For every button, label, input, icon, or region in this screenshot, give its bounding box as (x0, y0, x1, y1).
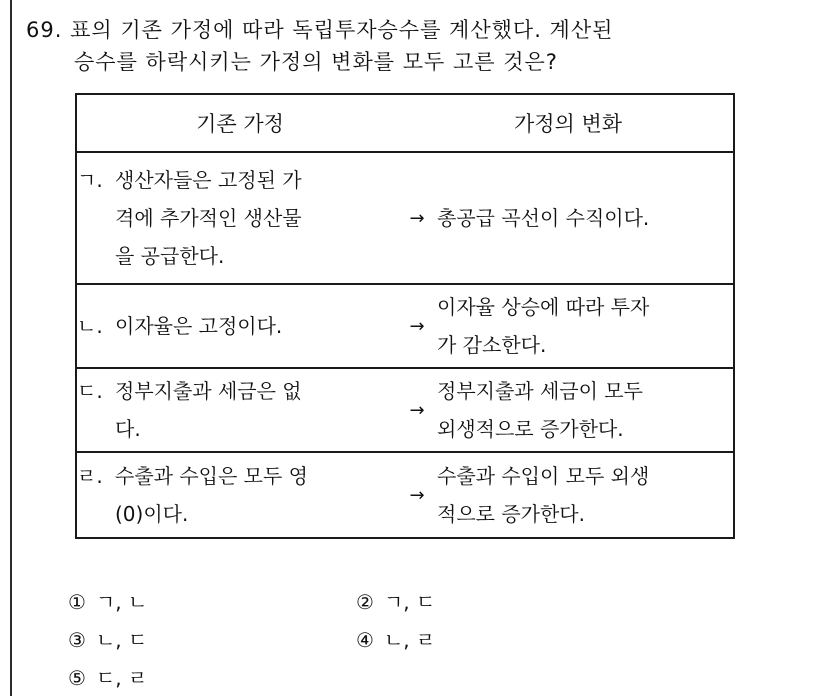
table-header-row (76, 94, 734, 152)
assumption-line: 생산자들은 고정된 가 (115, 168, 302, 192)
choice-5[interactable] (68, 658, 147, 698)
assumption-line: 격에 추가적인 생산물 (115, 206, 302, 230)
change-cell (429, 372, 733, 448)
table-row (76, 284, 734, 368)
change-line: 총공급 곡선이 수직이다. (437, 206, 650, 230)
table-row (76, 152, 734, 284)
choice-text: ㄴ, ㄹ (383, 628, 436, 652)
arrow-icon: → (409, 484, 425, 506)
change-line: 가 감소한다. (437, 333, 547, 357)
table-row (76, 452, 734, 538)
row-label: ㄹ. (77, 464, 103, 488)
choice-4[interactable] (356, 620, 435, 660)
change-line: 적으로 증가한다. (437, 502, 585, 526)
assumption-line: 수출과 수입은 모두 영 (115, 464, 308, 488)
choice-number: ④ (356, 628, 374, 652)
assumption-cell (77, 372, 405, 448)
choice-1[interactable] (68, 582, 147, 622)
row-label: ㄴ. (77, 314, 103, 338)
table-row-cell (76, 452, 734, 538)
assumption-line: 다. (115, 417, 141, 441)
arrow-icon: → (409, 399, 425, 421)
choice-2[interactable] (356, 582, 435, 622)
assumption-line: (0)이다. (115, 502, 189, 526)
question-stem (26, 14, 806, 78)
table-row-cell (76, 152, 734, 284)
change-line: 정부지출과 세금이 모두 (437, 379, 643, 403)
table-row-cell (76, 368, 734, 452)
change-cell (429, 288, 733, 364)
choice-3[interactable] (68, 620, 147, 660)
change-line: 수출과 수입이 모두 외생 (437, 464, 650, 488)
assumption-cell (77, 307, 405, 345)
arrow-icon: → (409, 207, 425, 229)
change-line: 외생적으로 증가한다. (437, 417, 624, 441)
question-line-1 (26, 14, 806, 46)
change-cell (429, 199, 733, 237)
question-text-line-2: 승수를 하락시키는 가정의 변화를 모두 고른 것은? (74, 50, 558, 74)
assumption-line: 정부지출과 세금은 없 (115, 379, 302, 403)
row-label: ㄷ. (77, 379, 103, 403)
change-cell (429, 457, 733, 533)
assumption-cell (77, 161, 405, 275)
assumption-cell (77, 457, 405, 533)
question-number: 69. (26, 18, 63, 42)
choice-text: ㄱ, ㄴ (95, 590, 148, 614)
row-label: ㄱ. (77, 168, 103, 192)
question-text-line-1: 표의 기존 가정에 따라 독립투자승수를 계산했다. 계산된 (70, 18, 614, 42)
choice-text: ㄴ, ㄷ (95, 628, 148, 652)
choice-number: ⑤ (68, 666, 86, 690)
table-row (76, 368, 734, 452)
assumption-line: 을 공급한다. (115, 244, 225, 268)
arrow-icon: → (409, 315, 425, 337)
change-line: 이자율 상승에 따라 투자 (437, 295, 650, 319)
choice-number: ① (68, 590, 86, 614)
assumptions-table (75, 93, 735, 539)
assumption-line: 이자율은 고정이다. (115, 314, 283, 338)
header-assumption-change: 가정의 변화 (403, 94, 734, 152)
page-border-left (10, 0, 12, 696)
table-row-cell (76, 284, 734, 368)
choice-text: ㄷ, ㄹ (95, 666, 148, 690)
question-line-2 (26, 46, 806, 78)
header-existing-assumption: 기존 가정 (76, 94, 403, 152)
choice-number: ③ (68, 628, 86, 652)
choice-text: ㄱ, ㄷ (383, 590, 436, 614)
choice-number: ② (356, 590, 374, 614)
